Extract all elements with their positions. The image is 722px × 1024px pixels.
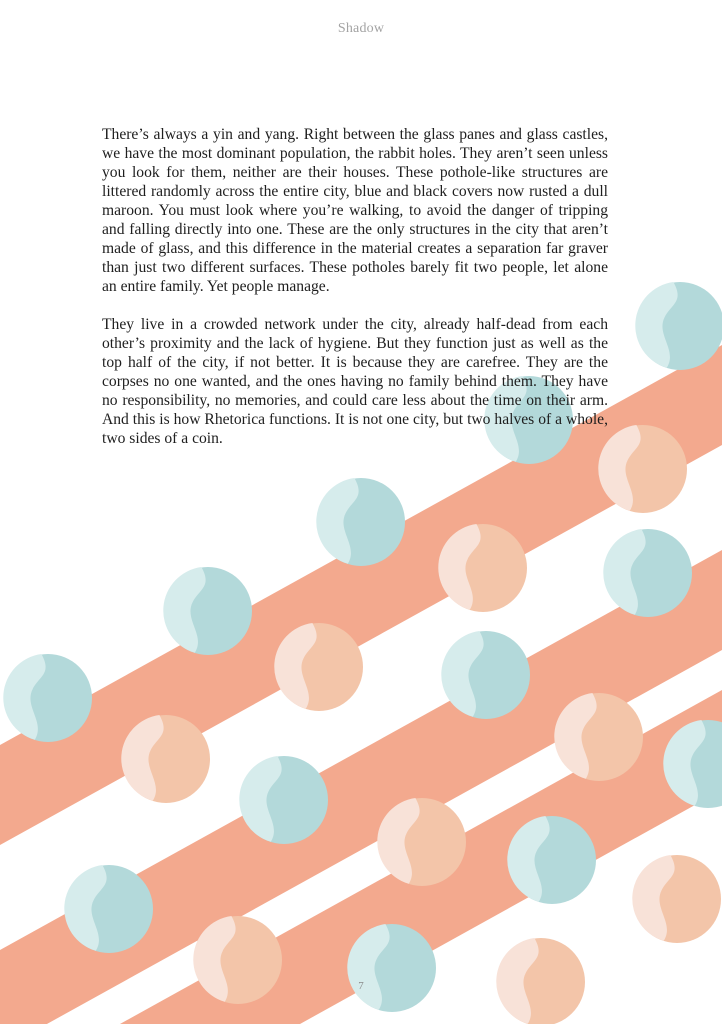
teal-ball-14 [239,756,328,844]
peach-ball-3 [598,425,687,513]
teal-ball-7 [163,567,252,655]
peach-ball-8 [274,623,363,711]
peach-ball-12 [554,693,643,781]
peach-ball-5 [438,524,527,612]
peach-ball-18 [632,855,721,943]
peach-ball-15 [377,798,466,886]
teal-ball-6 [603,529,692,617]
peach-ball-11 [121,715,210,803]
teal-ball-4 [316,478,405,566]
teal-ball-16 [507,816,596,904]
running-header: Shadow [337,21,385,36]
paragraph-2: They live in a crowded network under the city, already half-dead from each other’s proximity and the lack of hygiene. But they function just as well as the top half of the city, if not better. It is because they are carefree. They are the corpses no one wanted, and the ones having no family behind them. They have no responsibility, no memories, and could care less about the time on their arm. And this is how Rhetorica functions. It is not one city, but two halves of a whole, two sides of a coin. [102,316,608,447]
paragraph-1: There’s always a yin and yang. Right between the glass panes and glass castles, we have the most dominant population, the rabbit holes. They aren’t seen unless you look for them, neither are their houses. These pothole-like structures are littered randomly across the entire city, blue and black covers now rusted a dull maroon. You must look where you’re walking, to avoid the danger of tripping and falling directly into one. These are the only structures in the city that aren’t made of glass, and this difference in the material creates a separation far graver than just two different surfaces. These potholes barely fit two people, let alone an entire family. Yet people manage. [102,126,608,295]
teal-ball-1 [635,282,722,370]
teal-ball-20 [347,924,436,1012]
teal-ball-17 [64,865,153,953]
body-text [102,125,608,467]
teal-ball-9 [441,631,530,719]
teal-ball-10 [3,654,92,742]
page-number: 7 [358,980,364,992]
